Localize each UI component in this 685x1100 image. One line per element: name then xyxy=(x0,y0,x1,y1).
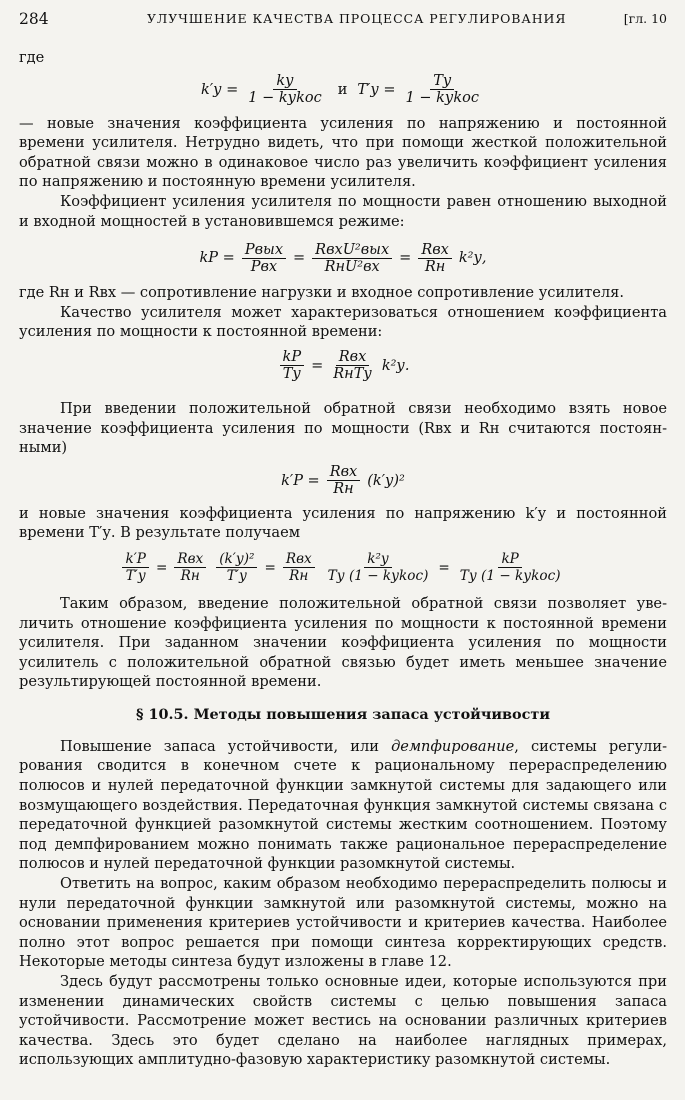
formula-equals: = xyxy=(311,357,324,374)
fraction-denominator: T′у xyxy=(125,568,146,585)
formula-fraction xyxy=(283,551,315,584)
formula-fraction xyxy=(174,551,206,584)
fraction-numerator: kP xyxy=(498,551,521,568)
fraction-denominator: Rн xyxy=(424,258,446,275)
fraction-denominator: 1 − kуkос xyxy=(248,90,322,107)
fraction-denominator: Rн xyxy=(180,568,200,585)
fraction-numerator: k′P xyxy=(122,551,148,568)
fraction-denominator: 1 − kуkос xyxy=(405,90,479,107)
fraction-denominator: Tу (1 − kуkос) xyxy=(327,568,429,585)
formula-fraction xyxy=(245,73,324,106)
formula-equals: = xyxy=(399,250,412,267)
fraction-denominator: T′у xyxy=(226,568,247,585)
page-number: 284 xyxy=(19,10,49,28)
fraction-numerator: Pвых xyxy=(242,242,286,259)
section-heading: § 10.5. Методы повышения запаса устойчивости xyxy=(135,705,551,723)
fraction-denominator: Rн xyxy=(289,568,309,585)
formula-conjunction: и xyxy=(337,81,348,98)
formula-fraction xyxy=(418,242,452,275)
fraction-numerator: Rвх xyxy=(327,464,361,481)
formula-fraction xyxy=(216,551,257,584)
fraction-numerator: kP xyxy=(280,349,305,366)
chapter-ref: [гл. 10 xyxy=(623,11,667,26)
formula-term: k²у. xyxy=(381,357,410,374)
text-run: , системы регулирования сводится в конечном счете к рациональному перераспределению полюсов и нулей передаточной функции замкнутой системы для задающего или возмущающего воздействия. Передаточная функция замкнутой системы связана с передаточной функцией разомкнутой системы жестким соотношением. Поэтому под демпфированием можно понимать также рациональное перераспределение полюсов и нулей передаточной функции разомкнутой системы. xyxy=(19,737,667,873)
fraction-numerator: Tу xyxy=(430,73,454,90)
fraction-denominator: Tу xyxy=(282,366,301,383)
fraction-denominator: Tу (1 − kуkос) xyxy=(459,568,561,585)
text-where: где xyxy=(19,49,45,66)
formula-term: T′у = xyxy=(357,81,396,98)
formula-equals: = xyxy=(438,559,450,576)
paragraph-resistances: где Rн и Rвх — сопротивление нагрузки и входное сопротивление усилителя. xyxy=(19,284,624,302)
paragraph-main-ideas: Здесь будут рассмотрены только основные идеи, которые используются при изменении динамических свойств системы с целью повышения запаса устойчивости. Рассмотрение может вестись на основании различных критериев качества. Здесь это будет сделано на наиболее наглядных примерах, использующих амплитудно-фазовую характеристику разомкнутой системы. xyxy=(19,973,667,1069)
page-header xyxy=(19,10,667,36)
paragraph-new-values: — новые значения коэффициента усиления по напряжению и постоянной времени усилителя. Нетрудно видеть, что при помощи жесткой положительной обратной связи можно в одинаковое число раз увеличить коэффициент усиления по напряжению и постоянную времени усилителя. xyxy=(19,114,667,191)
paragraph-poles-zeros: Ответить на вопрос, каким образом необходимо перераспределить полюсы и нули передаточной функции замкнутой или разомкнутой системы, можно на основании применения критериев устойчивости и критериев качества. Наиболее полно этот вопрос решается при помощи синтеза корректирующих средств. Некоторые методы синтеза будут изложены в главе 12. xyxy=(19,875,667,971)
fraction-denominator: RнTу xyxy=(333,366,372,383)
fraction-numerator: Rвх xyxy=(418,242,452,259)
text-run: Повышение запаса устойчивости, или xyxy=(60,737,392,755)
formula-result-ratio xyxy=(19,544,667,592)
formula-term: k²у, xyxy=(458,250,487,267)
formula-term: k′P = xyxy=(281,472,320,489)
formula-fraction xyxy=(312,242,392,275)
formula-term: (k′у)² xyxy=(367,472,405,489)
formula-new-gain-time xyxy=(19,68,667,112)
formula-quality-ratio xyxy=(19,343,667,389)
fraction-denominator: Rн xyxy=(333,481,354,498)
emphasis-term: демпфирование xyxy=(391,737,515,755)
fraction-denominator: Pвх xyxy=(250,258,278,275)
formula-fraction xyxy=(122,551,148,584)
running-title: УЛУЧШЕНИЕ КАЧЕСТВА ПРОЦЕССА РЕГУЛИРОВАНИЯ xyxy=(147,11,567,26)
paragraph-quality: Качество усилителя может характеризоваться отношением коэффициента усиления по мощности к постоянной времени: xyxy=(19,303,667,341)
paragraph-conclusion: Таким образом, введение положительной обратной связи позволяет увеличить отношение коэффициента усиления по мощности к постоянной времени усилителя. При заданном значении коэффициента усиления по мощности усилитель с положительной обратной связью будет иметь меньшее значение результирующей постоянной времени. xyxy=(19,594,667,691)
formula-term: k′у = xyxy=(201,81,239,98)
formula-fraction xyxy=(327,464,361,497)
formula-fraction xyxy=(403,73,482,106)
paragraph-new-voltage-gain: и новые значения коэффициента усиления по напряжению k′у и постоянной времени T′у. В результате получаем xyxy=(19,504,667,542)
formula-fraction xyxy=(325,551,432,584)
formula-power-gain xyxy=(19,233,667,283)
fraction-numerator: Rвх xyxy=(174,551,206,568)
paragraph-positive-feedback: При введении положительной обратной связи необходимо взять новое значение коэффициента усиления по мощности (Rвх и Rн считаются постоянными) xyxy=(19,399,667,457)
fraction-numerator: k²у xyxy=(364,551,392,568)
fraction-numerator: (k′у)² xyxy=(216,551,257,568)
book-page xyxy=(19,10,667,1070)
fraction-denominator: RнU²вх xyxy=(324,258,380,275)
formula-fraction xyxy=(330,349,375,382)
fraction-numerator: kу xyxy=(273,73,296,90)
fraction-numerator: Rвх xyxy=(283,551,315,568)
paragraph-damping xyxy=(19,737,667,874)
formula-new-power-gain xyxy=(19,458,667,504)
fraction-numerator: Rвх xyxy=(336,349,370,366)
paragraph-power-gain: Коэффициент усиления усилителя по мощности равен отношению выходной и входной мощностей в установившемся режиме: xyxy=(19,192,667,230)
formula-equals: = xyxy=(264,559,276,576)
fraction-numerator: RвхU²вых xyxy=(312,242,392,259)
formula-equals: = xyxy=(293,250,306,267)
formula-fraction xyxy=(457,551,564,584)
formula-term: kP = xyxy=(199,250,235,267)
formula-fraction xyxy=(280,349,305,382)
formula-equals: = xyxy=(155,559,168,576)
formula-fraction xyxy=(242,242,286,275)
